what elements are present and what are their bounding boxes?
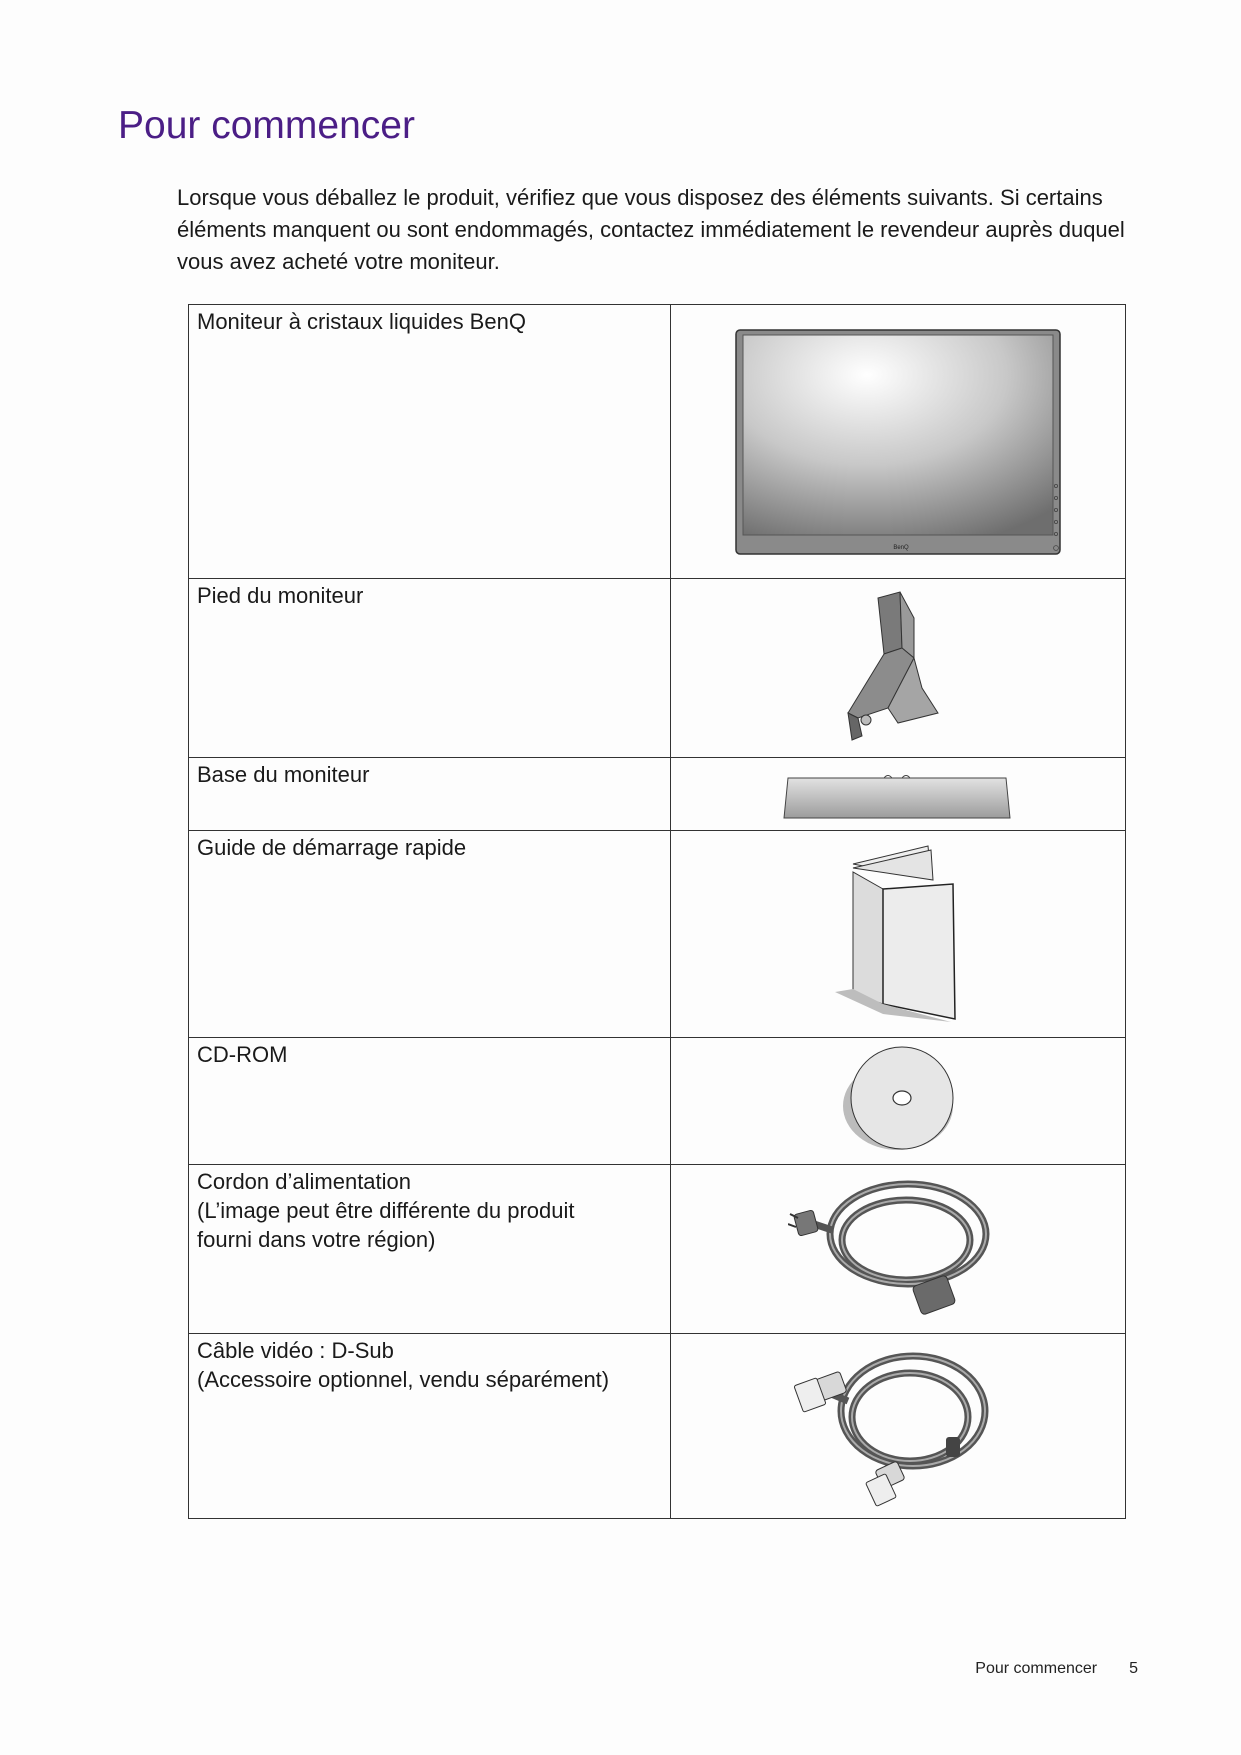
- item-label: Cordon d’alimentation: [197, 1169, 412, 1194]
- item-label: (L’image peut être différente du produit: [197, 1198, 575, 1223]
- item-image-cell: [671, 305, 1126, 579]
- monitor-base-icon: [778, 764, 1018, 824]
- lcd-monitor-icon: [688, 317, 1108, 567]
- item-label: Guide de démarrage rapide: [197, 835, 467, 860]
- item-label: Base du moniteur: [197, 762, 370, 787]
- page-number: 5: [1129, 1660, 1138, 1677]
- item-label-cell: [189, 305, 671, 579]
- cd-rom-icon: [838, 1046, 958, 1156]
- table-row: [189, 579, 1126, 758]
- footer-section-title: Pour commencer: [975, 1660, 1098, 1677]
- d-sub-cable-icon: [788, 1341, 1008, 1511]
- table-row: [189, 1165, 1126, 1334]
- item-label-cell: [189, 1165, 671, 1334]
- item-label: (Accessoire optionnel, vendu séparément): [197, 1367, 610, 1392]
- item-label-cell: [189, 831, 671, 1038]
- item-label: fourni dans votre région): [197, 1227, 436, 1252]
- item-label-cell: [189, 1038, 671, 1165]
- page-footer: [975, 1660, 1138, 1678]
- item-label: Pied du moniteur: [197, 583, 364, 608]
- item-image-cell: [671, 758, 1126, 831]
- intro-paragraph: Lorsque vous déballez le produit, vérifiez que vous disposez des éléments suivants. Si certains éléments manquent ou sont endommagés, contactez immédiatement le revendeur auprès duquel vous avez acheté votre moniteur.: [177, 185, 1125, 274]
- page-title: Pour commencer: [118, 104, 415, 147]
- brand-logo: BenQ: [893, 544, 909, 551]
- table-row: [189, 305, 1126, 579]
- item-label-cell: [189, 579, 671, 758]
- table-row: [189, 758, 1126, 831]
- item-label-cell: [189, 1334, 671, 1519]
- item-label: CD-ROM: [197, 1042, 288, 1067]
- item-image-cell: [671, 579, 1126, 758]
- monitor-stand-icon: [818, 588, 978, 748]
- item-image-cell: [671, 831, 1126, 1038]
- table-row: [189, 1334, 1126, 1519]
- item-image-cell: [671, 1038, 1126, 1165]
- item-label-cell: [189, 758, 671, 831]
- item-image-cell: [671, 1165, 1126, 1334]
- table-row: [189, 831, 1126, 1038]
- package-contents-table: [188, 304, 1126, 1519]
- item-image-cell: [671, 1334, 1126, 1519]
- item-label: Câble vidéo : D-Sub: [197, 1338, 394, 1363]
- power-cord-icon: [788, 1174, 1008, 1324]
- item-label: Moniteur à cristaux liquides BenQ: [197, 309, 526, 334]
- quick-start-guide-icon: [823, 844, 973, 1024]
- table-row: [189, 1038, 1126, 1165]
